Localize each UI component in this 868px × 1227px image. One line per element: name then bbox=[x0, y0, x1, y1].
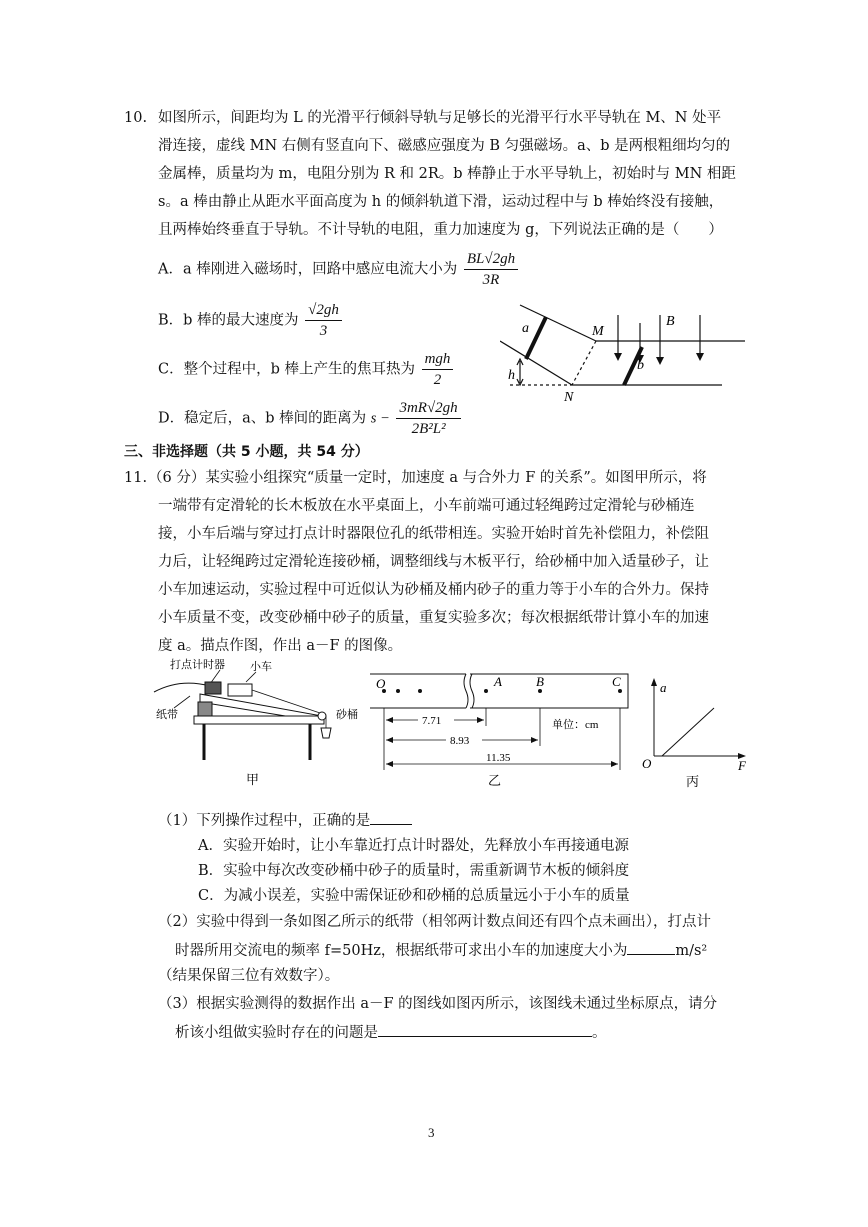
fig-bing-caption: 丙 bbox=[686, 774, 700, 789]
a-axis-arrow bbox=[651, 678, 657, 686]
cart-leader bbox=[246, 672, 256, 682]
dim-oc-left-head bbox=[386, 761, 393, 767]
rod-a-label: a bbox=[522, 321, 529, 336]
q10-option-b-fraction bbox=[305, 301, 342, 340]
q10-option-d-text: D．稳定后，a、b 棒间的距离为 bbox=[158, 410, 367, 427]
q10-number: 10. bbox=[124, 110, 148, 126]
dim-oa-right-head bbox=[477, 717, 484, 723]
q10-stem-line-2: 滑连接，虚线 MN 右侧有竖直向下、磁感应强度为 B 匀强磁场。a、b 是两根粗细均匀的 bbox=[158, 138, 731, 154]
q11-number: 11. bbox=[124, 470, 148, 486]
q11-sub3-end: 。 bbox=[592, 1025, 607, 1041]
q10-option-d bbox=[158, 399, 463, 438]
q10-option-a-text: A．a 棒刚进入磁场时，回路中感应电流大小为 bbox=[158, 261, 458, 278]
graph-origin: O bbox=[642, 756, 652, 771]
q11-stem-line-2: 一端带有定滑轮的长木板放在水平桌面上，小车前端可通过轻绳跨过定滑轮与砂桶连 bbox=[158, 498, 695, 514]
q11-sub2-line-3: （结果保留三位有效数字）。 bbox=[158, 968, 340, 984]
q10-option-c-text: C．整个过程中，b 棒上产生的焦耳热为 bbox=[158, 361, 415, 378]
q10-option-a-fraction bbox=[464, 250, 518, 289]
q11-stem-line-6: 小车质量不变，改变砂桶中砂子的质量，重复实验多次；每次根据纸带计算小车的加速 bbox=[158, 610, 709, 626]
tape-dot-c bbox=[618, 689, 622, 693]
dim-ob-left-head bbox=[386, 737, 393, 743]
q11-sub1-option-c: C．为减小误差，实验中需保证砂和砂桶的总质量远小于小车的质量 bbox=[198, 888, 630, 904]
field-b-label: B bbox=[666, 314, 675, 329]
support-block bbox=[198, 702, 212, 716]
field-arrow-1-head bbox=[614, 353, 622, 361]
q11-sub1-answer-blank[interactable] bbox=[370, 810, 412, 825]
field-arrow-4-head bbox=[696, 353, 704, 361]
height-h-label: h bbox=[508, 368, 515, 383]
sand-bucket bbox=[321, 728, 331, 738]
tape-leader bbox=[174, 696, 190, 708]
q10-option-a-numerator: BL√2gh bbox=[464, 250, 518, 270]
tape-break-left bbox=[464, 674, 468, 708]
q11-sub2-line-2 bbox=[175, 940, 707, 961]
q10-stem-line-4: s。a 棒由静止从距水平面高度为 h 的倾斜轨道下滑，运动过程中与 b 棒始终没有接触， bbox=[158, 194, 724, 210]
q11-sub2-text: 时器所用交流电的频率 f=50Hz，根据纸带可求出小车的加速度大小为 bbox=[175, 943, 628, 959]
tape-dot-3 bbox=[418, 689, 422, 693]
tape-unit: 单位：cm bbox=[552, 719, 599, 731]
field-arrow-3-head bbox=[656, 357, 664, 365]
q11-stem-line-4: 力后，让轻绳跨过定滑轮连接砂桶，调整细线与木板平行，给砂桶中加入适量砂子，让 bbox=[158, 554, 709, 570]
q11-sub1-option-b: B．实验中每次改变砂桶中砂子的质量时，需重新调节木板的倾斜度 bbox=[198, 863, 630, 879]
rod-a bbox=[526, 317, 546, 359]
bucket-label: 砂桶 bbox=[336, 709, 358, 721]
q11-sub2-unit: m/s² bbox=[675, 943, 708, 959]
fig-jia-caption: 甲 bbox=[246, 772, 260, 787]
a-f-line bbox=[662, 708, 714, 756]
rod-b-label: b bbox=[637, 358, 644, 373]
q10-option-c-fraction bbox=[422, 350, 454, 389]
q11-stem-line-5: 小车加速运动，实验过程中可近似认为砂桶及桶内砂子的重力等于小车的合外力。保持 bbox=[158, 582, 709, 598]
tape-label-o: O bbox=[376, 676, 386, 691]
tape-break-right bbox=[470, 674, 474, 708]
tape-label: 纸带 bbox=[156, 709, 178, 721]
fig-yi-paper-tape bbox=[366, 668, 636, 793]
q10-option-b-numerator: √2gh bbox=[305, 301, 342, 321]
q11-sub3-answer-blank[interactable] bbox=[378, 1022, 592, 1037]
q11-stem-line-3: 接，小车后端与穿过打点计时器限位孔的纸带相连。实验开始时首先补偿阻力，补偿阻 bbox=[158, 526, 709, 542]
q10-stem-line-3: 金属棒，质量均为 m，电阻分别为 R 和 2R。b 棒静止于水平导轨上，初始时与 MN 相距 bbox=[158, 166, 736, 182]
dim-oa-value: 7.71 bbox=[422, 715, 442, 727]
q10-stem-line-5: 且两棒始终垂直于导轨。不计导轨的电阻，重力加速度为 g，下列说法正确的是（ ） bbox=[158, 222, 723, 238]
timer-label: 打点计时器 bbox=[170, 659, 225, 671]
section3-title: 三、非选择题（共 5 小题，共 54 分） bbox=[124, 444, 369, 460]
q11-stem-line-7: 度 a。描点作图，作出 a－F 的图像。 bbox=[158, 638, 403, 654]
table-top bbox=[194, 716, 324, 724]
graph-xlabel: F bbox=[738, 758, 746, 773]
q10-option-d-numerator: 3mR√2gh bbox=[396, 399, 460, 419]
tape-dot-b bbox=[538, 689, 542, 693]
graph-ylabel: a bbox=[660, 680, 667, 695]
q10-stem-line-1: 如图所示，间距均为 L 的光滑平行倾斜导轨与足够长的光滑平行水平导轨在 M、N 处平 bbox=[158, 110, 722, 126]
q11-sub2-line-1: （2）实验中得到一条如图乙所示的纸带（相邻两计数点间还有四个点未画出），打点计 bbox=[158, 914, 711, 930]
q11-sub3-text: 析该小组做实验时存在的问题是 bbox=[175, 1025, 378, 1041]
dim-ob-value: 8.93 bbox=[450, 735, 470, 747]
fig-bing-graph bbox=[640, 676, 750, 791]
q11-sub3-line-2 bbox=[175, 1022, 607, 1043]
q11-sub1-text: （1）下列操作过程中，正确的是 bbox=[158, 813, 371, 829]
q10-option-d-fraction bbox=[396, 399, 460, 438]
mn-boundary-line bbox=[572, 341, 596, 385]
point-m-label: M bbox=[592, 324, 604, 339]
dim-oc-value: 11.35 bbox=[486, 752, 511, 764]
q11-sub3-line-1: （3）根据实验测得的数据作出 a－F 的图线如图丙所示，该图线未通过坐标原点，请分 bbox=[158, 996, 718, 1012]
paper-tape bbox=[154, 683, 210, 692]
q11-sub1 bbox=[158, 810, 412, 831]
q10-option-b-denominator: 3 bbox=[319, 323, 328, 339]
q10-option-d-denominator: 2B²L² bbox=[411, 421, 446, 437]
tape-dot-a bbox=[484, 689, 488, 693]
tape-dot-2 bbox=[396, 689, 400, 693]
cart-label: 小车 bbox=[250, 661, 272, 673]
incline-rail-upper bbox=[520, 305, 596, 341]
q10-option-b bbox=[158, 301, 344, 340]
fig-jia-apparatus bbox=[150, 656, 360, 791]
q11-sub2-answer-blank[interactable] bbox=[627, 940, 675, 955]
dim-oa-left-head bbox=[386, 717, 393, 723]
q10-option-a bbox=[158, 250, 520, 289]
dim-oc-right-head bbox=[611, 761, 618, 767]
point-n-label: N bbox=[564, 390, 574, 405]
q10-option-a-denominator: 3R bbox=[482, 272, 500, 288]
q10-rail-figure bbox=[500, 295, 760, 410]
q10-option-d-prefix: s − bbox=[370, 410, 390, 427]
q10-option-b-text: B．b 棒的最大速度为 bbox=[158, 312, 299, 329]
tape-label-b: B bbox=[536, 674, 544, 689]
cart-block bbox=[228, 684, 252, 696]
q10-option-c bbox=[158, 350, 455, 389]
page-number: 3 bbox=[428, 1125, 435, 1140]
dim-ob-right-head bbox=[531, 737, 538, 743]
q11-stem-line-1: （6 分）某实验小组探究“质量一定时，加速度 a 与合外力 F 的关系”。如图甲所示，将 bbox=[148, 470, 707, 486]
q11-sub1-option-a: A．实验开始时，让小车靠近打点计时器处，先释放小车再接通电源 bbox=[198, 838, 629, 854]
q10-option-c-numerator: mgh bbox=[422, 350, 454, 370]
timer-block bbox=[205, 682, 221, 694]
tape-label-c: C bbox=[612, 674, 621, 689]
q10-option-c-denominator: 2 bbox=[433, 372, 442, 388]
tape-label-a: A bbox=[494, 674, 502, 689]
fig-yi-caption: 乙 bbox=[488, 773, 502, 788]
pulley bbox=[318, 712, 326, 720]
